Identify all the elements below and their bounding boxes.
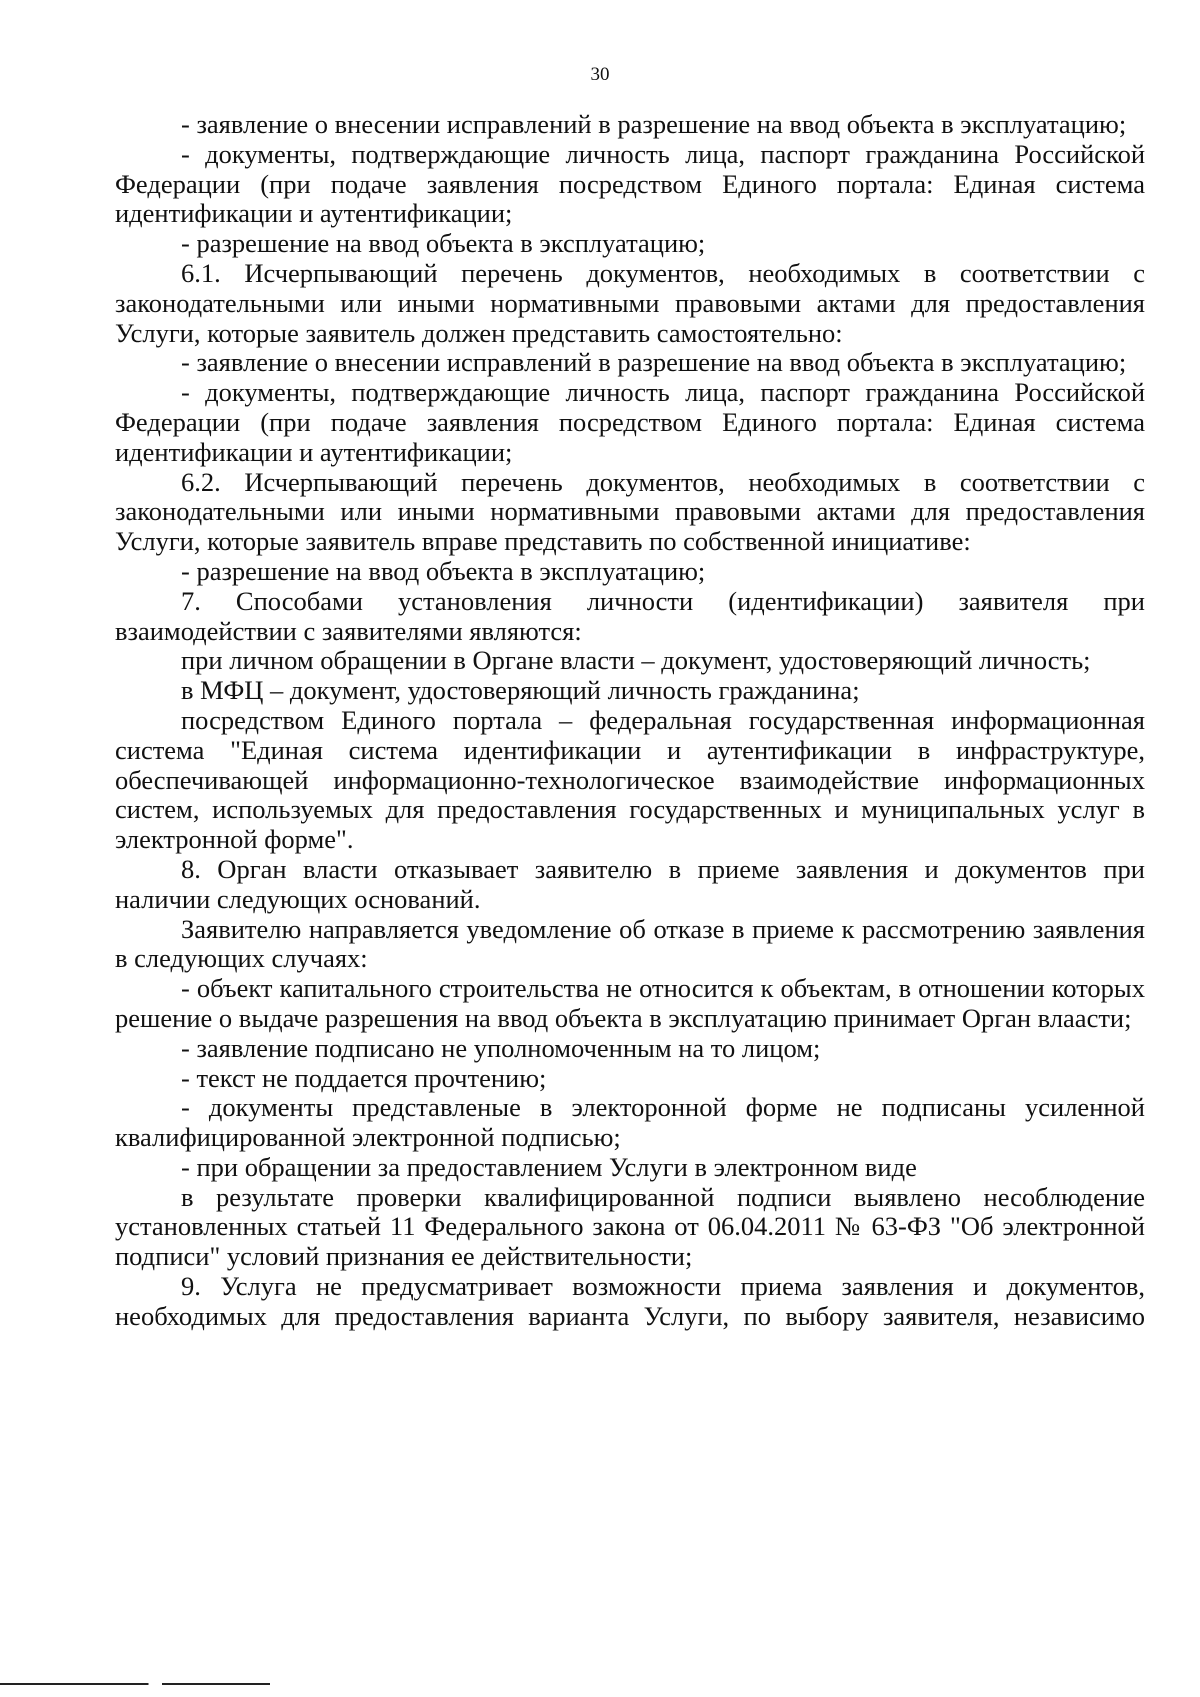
- paragraph: - разрешение на ввод объекта в эксплуатацию;: [181, 555, 706, 586]
- paragraph: 6.1. Исчерпывающий перечень документов, необходимых в соответствии с законодательными или иными нормативными правовыми актами для предоставления Услуги, которые заявитель должен представить самостоятельно:: [115, 257, 1145, 348]
- paragraph: - заявление о внесении исправлений в разрешение на ввод объекта в эксплуатацию;: [181, 347, 1127, 378]
- paragraph: - объект капитального строительства не относится к объектам, в отношении которых решение о выдаче разрешения на ввод объекта в эксплуатацию принимает Орган влаасти;: [115, 973, 1145, 1033]
- paragraph: 8. Орган власти отказывает заявителю в приеме заявления и документов при наличии следующих оснований.: [115, 853, 1145, 914]
- paragraph: - документы, подтверждающие личность лица, паспорт гражданина Российской Федерации (при подаче заявления посредством Единого портала: Единая система идентификации и аутентификации;: [115, 138, 1145, 229]
- paragraph: - документы, подтверждающие личность лица, паспорт гражданина Российской Федерации (при подаче заявления посредством Единого портала: Единая система идентификации и аутентификации;: [115, 377, 1145, 467]
- paragraph: - документы представленые в электоронной форме не подписаны усиленной квалифицированной электронной подписью;: [115, 1092, 1145, 1153]
- paragraph: 7. Способами установления личности (идентификации) заявителя при взаимодействии с заявителями являются:: [115, 585, 1145, 646]
- paragraph: - при обращении за предоставлением Услуги в электронном виде: [181, 1151, 917, 1182]
- paragraph: - заявление подписано не уполномоченным на то лицом;: [181, 1032, 821, 1063]
- paragraph: - разрешение на ввод объекта в эксплуатацию;: [181, 228, 706, 259]
- paragraph: при личном обращении в Органе власти – документ, удостоверяющий личность;: [181, 645, 1091, 676]
- paragraph: в МФЦ – документ, удостоверяющий личность гражданина;: [181, 675, 860, 706]
- paragraph: - текст не поддается прочтению;: [181, 1062, 547, 1093]
- paragraph: посредством Единого портала – федеральная государственная информационная система "Единая система идентификации и аутентификации в инфраструктуре, обеспечивающей информационно-технологическое взаимодействие информационных систем, используемых для предоставления государственных и муниципальных услуг в электронной форме".: [115, 704, 1145, 855]
- page-number: 30: [590, 64, 610, 85]
- paragraph: - заявление о внесении исправлений в разрешение на ввод объекта в эксплуатацию;: [181, 109, 1127, 139]
- paragraph: 6.2. Исчерпывающий перечень документов, необходимых в соответствии с законодательными или иными нормативными правовыми актами для предоставления Услуги, которые заявитель вправе представить по собственной инициативе:: [115, 466, 1145, 557]
- paragraph: Заявителю направляется уведомление об отказе в приеме к рассмотрению заявления в следующих случаях:: [115, 913, 1145, 974]
- document-body: [115, 110, 1145, 1332]
- paragraph: в результате проверки квалифицированной подписи выявлено несоблюдение установленных статьей 11 Федерального закона от 06.04.2011 № 63-ФЗ "Об электронной подписи" условий признания ее действительности;: [115, 1181, 1145, 1272]
- scan-edge-line: [0, 1683, 270, 1685]
- paragraph: 9. Услуга не предусматривает возможности приема заявления и документов, необходимых для предоставления варианта Услуги, по выбору заявителя, независимо: [115, 1271, 1145, 1331]
